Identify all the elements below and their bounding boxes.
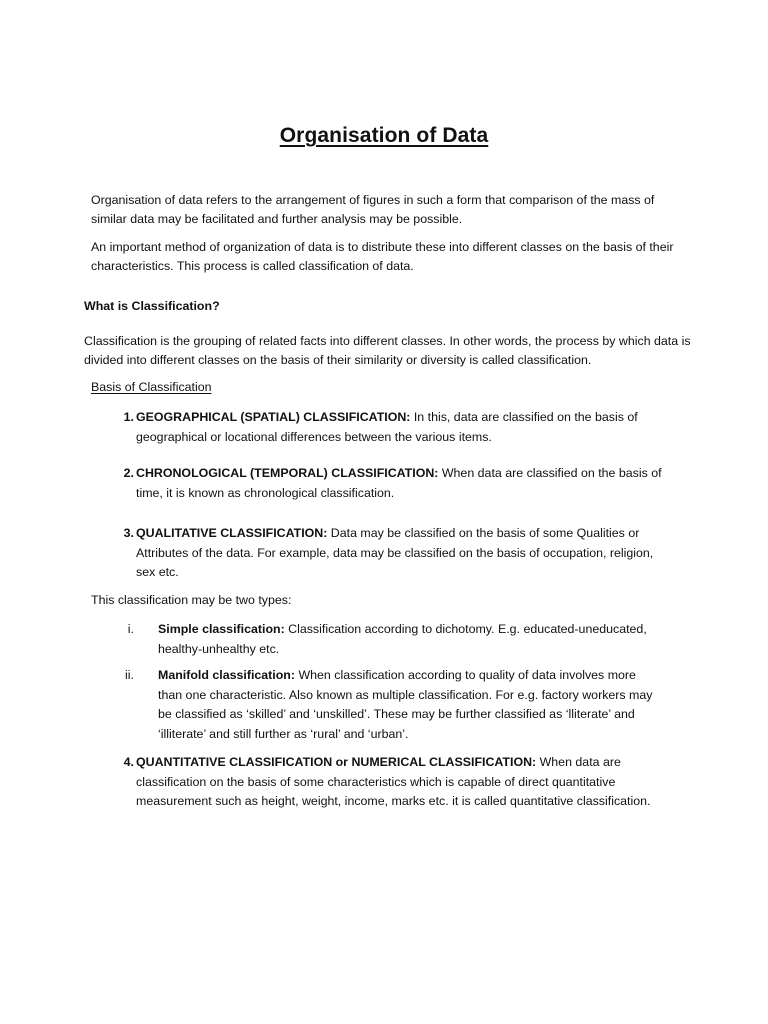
sublist-item-heading: Simple classification: [158,622,285,636]
section-heading-what-is-classification: What is Classification? [84,299,220,313]
list-item-text [136,408,676,447]
list-item-heading: QUALITATIVE CLASSIFICATION: [136,526,328,540]
sublist-item-body: Classification according to dichotomy. E.g. educated-uneducated, healthy-unhealthy etc. [158,622,647,656]
sublist-item-heading: Manifold classification: [158,668,296,682]
list-item-body: In this, data are classified on the basis of geographical or locational differences between the various items. [136,410,638,444]
intro-paragraph-1: Organisation of data refers to the arrangement of figures in such a form that comparison of the mass of similar data may be facilitated and further analysis may be possible. [91,193,655,226]
list-number: 2. [123,466,134,480]
two-types-intro: This classification may be two types: [91,593,292,607]
list-item-text [136,524,671,583]
sublist-item-body: When classification according to quality of data involves more than one characteristic. Also known as multiple classification. For e.g. factory workers may be classified as ‘skilled’ and ‘unskilled’. These may be further classified as ‘lliterate’ and ‘illiterate’ and still further as ‘rural’ and ‘urban’. [158,668,653,741]
list-item-body: Data may be classified on the basis of some Qualities or Attributes of the data. For example, data may be classified on the basis of occupation, religion, sex etc. [136,526,654,579]
list-number: 3. [123,526,134,540]
list-item-text [136,753,681,812]
list-item-heading: CHRONOLOGICAL (TEMPORAL) CLASSIFICATION: [136,466,439,480]
list-item-body: When data are classified on the basis of time, it is known as chronological classification. [136,466,662,500]
page-title: Organisation of Data [279,124,489,147]
list-item-text [136,464,681,503]
sublist-item-text [158,666,658,744]
list-item-body: When data are classification on the basis of some characteristics which is capable of direct quantitative measurement such as height, weight, income, marks etc. it is called quantitative classification. [136,755,651,808]
classification-definition-paragraph: Classification is the grouping of related facts into different classes. In other words, the process by which data is divided into different classes on the basis of their similarity or diversity is called classification. [84,334,691,367]
list-number: 4. [123,755,134,769]
sublist-number: ii. [125,668,134,682]
intro-paragraph-2: An important method of organization of data is to distribute these into different classes on the basis of their characteristics. This process is called classification of data. [91,240,674,273]
list-item-heading: GEOGRAPHICAL (SPATIAL) CLASSIFICATION: [136,410,411,424]
sublist-item-text [158,620,668,659]
sublist-number: i. [127,622,134,636]
section-heading-basis-of-classification: Basis of Classification [91,380,212,394]
list-number: 1. [123,410,134,424]
list-item-heading: QUANTITATIVE CLASSIFICATION or NUMERICAL CLASSIFICATION: [136,755,537,769]
